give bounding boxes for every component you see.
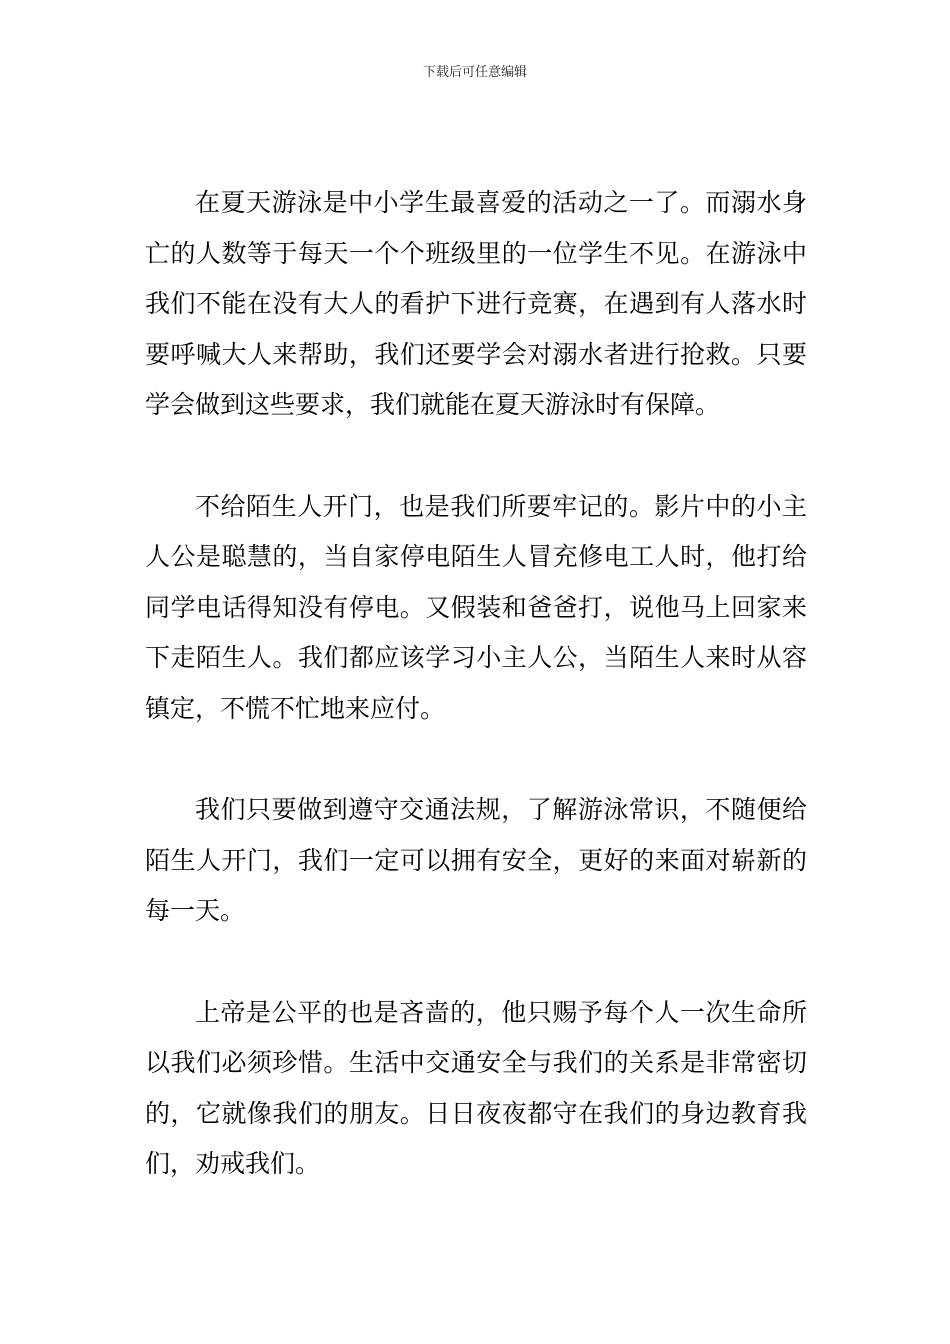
paragraph-swimming-safety: 在夏天游泳是中小学生最喜爱的活动之一了。而溺水身亡的人数等于每天一个个班级里的一位学生不见。在游泳中我们不能在没有大人的看护下进行竞赛，在遇到有人落水时要呼喊大人来帮助，我们还要学会对溺水者进行抢救。只要学会做到这些要求，我们就能在夏天游泳时有保障。 bbox=[145, 188, 807, 420]
page-header-note: 下载后可任意编辑 bbox=[422, 65, 527, 80]
paragraph-safety-summary: 我们只要做到遵守交通法规，了解游泳常识，不随便给陌生人开门，我们一定可以拥有安全，更好的来面对崭新的每一天。 bbox=[145, 795, 807, 926]
paragraph-cherish-life: 上帝是公平的也是吝啬的，他只赐予每个人一次生命所以我们必须珍惜。生活中交通安全与我们的关系是非常密切的，它就像我们的朋友。日日夜夜都守在我们的身边教育我们，劝戒我们。 bbox=[145, 997, 807, 1179]
document-body bbox=[145, 178, 807, 1190]
paragraph-stranger-safety: 不给陌生人开门，也是我们所要牢记的。影片中的小主人公是聪慧的，当自家停电陌生人冒充修电工人时，他打给同学电话得知没有停电。又假装和爸爸打，说他马上回家来下走陌生人。我们都应该学习小主人公，当陌生人来时从容镇定，不慌不忙地来应付。 bbox=[145, 491, 807, 723]
